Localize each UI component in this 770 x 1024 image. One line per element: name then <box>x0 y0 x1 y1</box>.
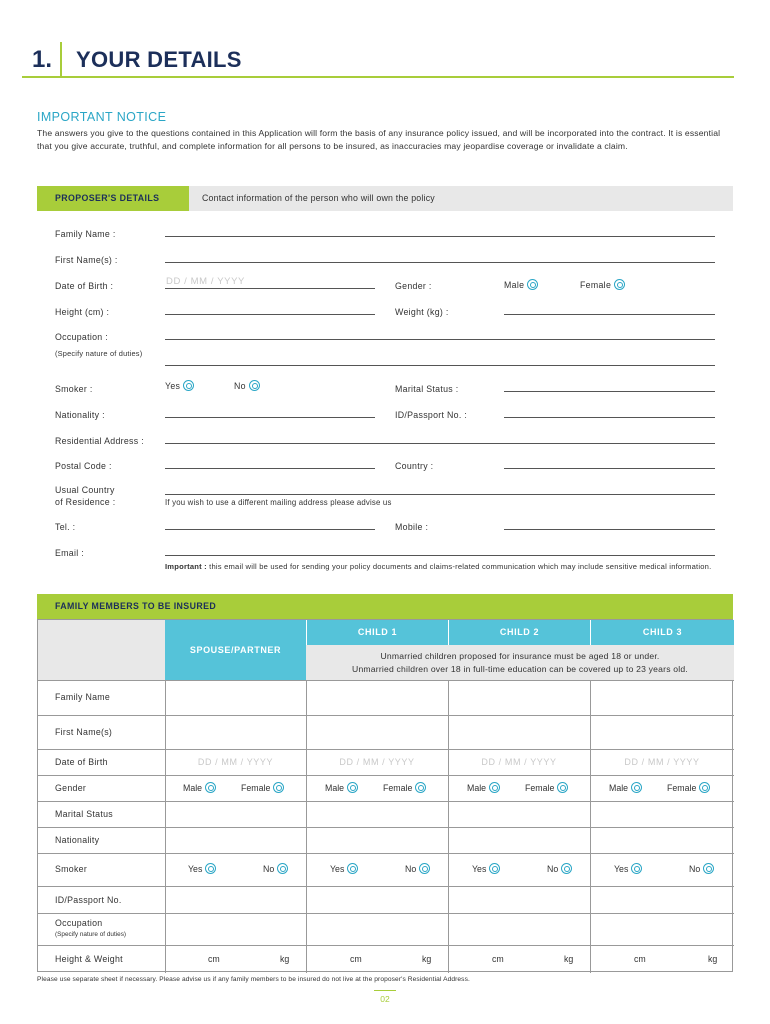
postal-label: Postal Code : <box>55 461 112 471</box>
female-label: Female <box>383 783 413 793</box>
footer-note: Please use separate sheet if necessary. Please advise us if any family members to be insured do not live at the proposer's Residential Address. <box>37 976 470 983</box>
height-label: Height (cm) : <box>55 307 110 317</box>
radio-icon[interactable] <box>703 863 714 874</box>
child3-cm: cm <box>634 954 646 964</box>
marital-label: Marital Status : <box>395 384 459 394</box>
radio-icon[interactable] <box>347 782 358 793</box>
id-passport-field[interactable] <box>504 417 715 418</box>
col-divider <box>448 680 449 973</box>
first-names-field[interactable] <box>165 262 715 263</box>
table-corner <box>38 620 165 680</box>
mobile-field[interactable] <box>504 529 715 530</box>
radio-icon[interactable] <box>419 863 430 874</box>
spouse-dob[interactable]: DD / MM / YYYY <box>197 757 274 767</box>
female-label: Female <box>667 783 697 793</box>
radio-icon[interactable] <box>561 863 572 874</box>
radio-icon[interactable] <box>699 782 710 793</box>
child2-header: CHILD 2 <box>448 620 590 645</box>
child3-male-option[interactable] <box>609 782 642 793</box>
child3-female-option[interactable] <box>667 782 710 793</box>
radio-icon[interactable] <box>183 380 194 391</box>
child-note-line-1: Unmarried children proposed for insurance must be aged 18 or under. <box>380 651 660 661</box>
gender-male-option[interactable] <box>504 279 538 290</box>
country-field[interactable] <box>504 468 715 469</box>
email-label: Email : <box>55 548 84 558</box>
child2-smoker-yes[interactable] <box>472 863 500 874</box>
no-label: No <box>405 864 417 874</box>
radio-icon[interactable] <box>273 782 284 793</box>
child2-smoker-no[interactable] <box>547 863 572 874</box>
weight-label: Weight (kg) : <box>395 307 449 317</box>
dob-label: Date of Birth : <box>55 281 114 291</box>
occupation-field-1[interactable] <box>165 339 715 340</box>
row-divider <box>38 680 734 681</box>
radio-icon[interactable] <box>527 279 538 290</box>
dob-placeholder: DD / MM / YYYY <box>166 276 245 287</box>
yes-label: Yes <box>165 381 181 391</box>
family-bar: FAMILY MEMBERS TO BE INSURED <box>37 594 733 619</box>
child2-female-option[interactable] <box>525 782 568 793</box>
radio-icon[interactable] <box>205 782 216 793</box>
female-label: Female <box>241 783 271 793</box>
row-divider <box>38 801 734 802</box>
radio-icon[interactable] <box>277 863 288 874</box>
row-occupation-sub: (Specify nature of duties) <box>55 931 127 938</box>
row-divider <box>38 749 734 750</box>
spouse-male-option[interactable] <box>183 782 216 793</box>
row-divider <box>38 913 734 914</box>
page-number: 02 <box>374 990 396 1004</box>
no-label: No <box>547 864 559 874</box>
row-divider <box>38 945 734 946</box>
section-number: 1. <box>22 42 62 78</box>
id-passport-label: ID/Passport No. : <box>395 410 468 420</box>
smoker-no-option[interactable] <box>234 380 260 391</box>
yes-label: Yes <box>472 864 487 874</box>
usual-country-label: Usual Country <box>55 485 115 495</box>
child-note-line-2: Unmarried children over 18 in full-time education can be covered up to 23 years old. <box>352 663 688 674</box>
yes-label: Yes <box>330 864 345 874</box>
row-divider <box>38 827 734 828</box>
yes-label: Yes <box>188 864 203 874</box>
proposer-tab: PROPOSER'S DETAILS <box>37 186 189 211</box>
child3-kg: kg <box>708 954 718 964</box>
row-family-name: Family Name <box>55 692 111 702</box>
radio-icon[interactable] <box>249 380 260 391</box>
child2-cm: cm <box>492 954 504 964</box>
child2-dob[interactable]: DD / MM / YYYY <box>481 757 557 767</box>
radio-icon[interactable] <box>489 782 500 793</box>
female-label: Female <box>525 783 555 793</box>
important-label: Important : <box>165 562 207 571</box>
row-id-passport: ID/Passport No. <box>55 895 122 905</box>
col-divider <box>306 680 307 973</box>
family-name-field[interactable] <box>165 236 715 237</box>
height-field[interactable] <box>165 314 375 315</box>
row-nationality: Nationality <box>55 835 100 845</box>
child3-dob[interactable]: DD / MM / YYYY <box>624 757 700 767</box>
proposer-bar <box>37 186 733 211</box>
gender-label: Gender : <box>395 281 432 291</box>
notice-text: The answers you give to the questions contained in this Application will form the basis of any insurance policy issued, and will be incorporated into the contract. It is essential that you give accurate, truthful, and complete information for all persons to be insured, as inaccuracies may jeopardise coverage or invalidate a claim. <box>37 128 721 151</box>
gender-female-option[interactable] <box>580 279 625 290</box>
radio-icon[interactable] <box>557 782 568 793</box>
occupation-label: Occupation : <box>55 332 108 342</box>
weight-field[interactable] <box>504 314 715 315</box>
row-gender: Gender <box>55 783 87 793</box>
child1-cm: cm <box>350 954 362 964</box>
proposer-desc: Contact information of the person who will own the policy <box>202 193 435 203</box>
child2-male-option[interactable] <box>467 782 500 793</box>
family-name-label: Family Name : <box>55 229 116 239</box>
occupation-sublabel: (Specify nature of duties) <box>55 349 143 358</box>
address-label: Residential Address : <box>55 436 144 446</box>
first-names-label: First Name(s) : <box>55 255 118 265</box>
row-divider <box>38 886 734 887</box>
postal-field[interactable] <box>165 468 375 469</box>
tel-label: Tel. : <box>55 522 76 532</box>
child3-smoker-yes[interactable] <box>614 863 642 874</box>
male-label: Male <box>325 783 345 793</box>
male-label: Male <box>467 783 487 793</box>
family-table <box>37 619 733 972</box>
child1-female-option[interactable] <box>383 782 426 793</box>
row-divider <box>38 715 734 716</box>
row-first-names: First Name(s) <box>55 727 113 737</box>
child3-smoker-no[interactable] <box>689 863 714 874</box>
radio-icon[interactable] <box>205 863 216 874</box>
child1-male-option[interactable] <box>325 782 358 793</box>
occupation-field-2[interactable] <box>165 365 715 366</box>
address-field[interactable] <box>165 443 715 444</box>
email-important-note <box>165 561 725 572</box>
row-height-weight: Height & Weight <box>55 954 123 964</box>
female-label: Female <box>580 280 612 290</box>
radio-icon[interactable] <box>614 279 625 290</box>
male-label: Male <box>183 783 203 793</box>
row-divider <box>38 853 734 854</box>
no-label: No <box>689 864 701 874</box>
radio-icon[interactable] <box>631 863 642 874</box>
smoker-label: Smoker : <box>55 384 93 394</box>
radio-icon[interactable] <box>347 863 358 874</box>
child1-header: CHILD 1 <box>306 620 448 645</box>
child1-smoker-no[interactable] <box>405 863 430 874</box>
smoker-yes-option[interactable] <box>165 380 194 391</box>
country-label: Country : <box>395 461 434 471</box>
child1-smoker-yes[interactable] <box>330 863 358 874</box>
spouse-kg: kg <box>280 954 290 964</box>
child1-kg: kg <box>422 954 432 964</box>
nationality-label: Nationality : <box>55 410 105 420</box>
row-smoker: Smoker <box>55 864 88 874</box>
row-dob: Date of Birth <box>55 757 108 767</box>
usual-country-label-2: of Residence : <box>55 497 116 507</box>
male-label: Male <box>504 280 525 290</box>
yes-label: Yes <box>614 864 629 874</box>
important-text: this email will be used for sending your policy documents and claims-related communication which may include sensitive medical information. <box>209 562 712 571</box>
usual-country-field[interactable] <box>165 494 715 495</box>
spouse-female-option[interactable] <box>241 782 284 793</box>
spouse-smoker-no[interactable] <box>263 863 288 874</box>
spouse-smoker-yes[interactable] <box>188 863 216 874</box>
child-eligibility-note <box>306 645 734 680</box>
no-label: No <box>263 864 275 874</box>
notice-heading: IMPORTANT NOTICE <box>37 110 167 124</box>
nationality-field[interactable] <box>165 417 375 418</box>
section-title: YOUR DETAILS <box>76 47 242 72</box>
child3-header: CHILD 3 <box>590 620 734 645</box>
radio-icon[interactable] <box>631 782 642 793</box>
row-occupation: Occupation <box>55 918 103 928</box>
tel-field[interactable] <box>165 529 375 530</box>
child1-dob[interactable]: DD / MM / YYYY <box>339 757 415 767</box>
spouse-cm: cm <box>208 954 220 964</box>
mobile-label: Mobile : <box>395 522 429 532</box>
radio-icon[interactable] <box>415 782 426 793</box>
marital-field[interactable] <box>504 391 715 392</box>
col-divider <box>590 680 591 973</box>
child2-kg: kg <box>564 954 574 964</box>
row-marital: Marital Status <box>55 809 113 819</box>
email-field[interactable] <box>165 555 715 556</box>
col-divider <box>165 680 166 973</box>
spouse-header: SPOUSE/PARTNER <box>165 620 306 680</box>
no-label: No <box>234 381 246 391</box>
male-label: Male <box>609 783 629 793</box>
dob-field[interactable] <box>165 288 375 289</box>
radio-icon[interactable] <box>489 863 500 874</box>
section-header <box>22 42 734 78</box>
row-divider <box>38 775 734 776</box>
mailing-note: If you wish to use a different mailing address please advise us <box>165 498 392 507</box>
